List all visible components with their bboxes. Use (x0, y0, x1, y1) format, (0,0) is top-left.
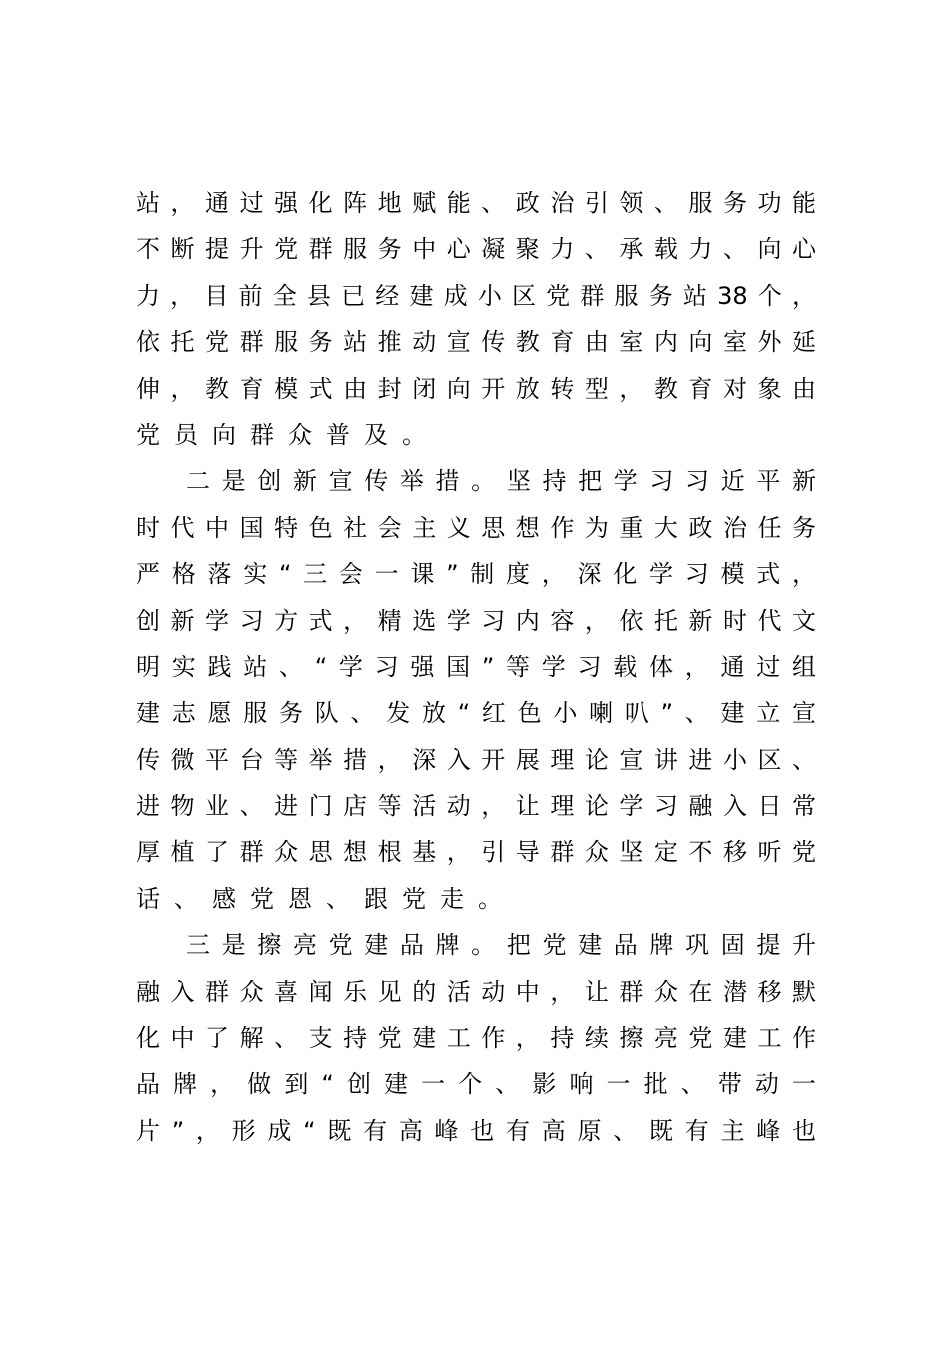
paragraph-start-line: 三是擦亮党建品牌。把党建品牌巩固提升 (186, 931, 816, 960)
text-line: 话、感党恩、跟党走。 (136, 884, 516, 913)
text-line: 化中了解、支持党建工作，持续擦亮党建工作 (136, 1024, 816, 1053)
text-line: 伸，教育模式由封闭向开放转型，教育对象由 (136, 374, 816, 403)
text-line: 依托党群服务站推动宣传教育由室内向室外延 (136, 328, 816, 357)
text-line: 时代中国特色社会主义思想作为重大政治任务 (136, 513, 816, 542)
document-body (136, 180, 816, 1154)
text-line: 建志愿服务队、发放“红色小喇叭”、建立宣 (136, 699, 816, 728)
text-line: 厚植了群众思想根基，引导群众坚定不移听党 (136, 838, 816, 867)
text-line: 明实践站、“学习强国”等学习载体，通过组 (136, 652, 816, 681)
text-line: 传微平台等举措，深入开展理论宣讲进小区、 (136, 745, 816, 774)
text-line: 进物业、进门店等活动，让理论学习融入日常 (136, 792, 816, 821)
text-line: 站，通过强化阵地赋能、政治引领、服务功能 (136, 189, 816, 217)
text-line: 不断提升党群服务中心凝聚力、承载力、向心 (136, 235, 816, 264)
paragraph-start-line: 二是创新宣传举措。坚持把学习习近平新 (186, 467, 816, 496)
text-line: 创新学习方式，精选学习内容，依托新时代文 (136, 606, 816, 635)
text-line: 严格落实“三会一课”制度，深化学习模式， (136, 560, 816, 589)
text-line: 融入群众喜闻乐见的活动中，让群众在潜移默 (136, 977, 816, 1006)
text-line: 力，目前全县已经建成小区党群服务站38个， (136, 281, 816, 310)
text-line: 片”，形成“既有高峰也有高原、既有主峰也 (136, 1116, 816, 1145)
text-line: 品牌，做到“创建一个、影响一批、带动一 (136, 1070, 816, 1099)
text-line: 党员向群众普及。 (136, 420, 440, 449)
